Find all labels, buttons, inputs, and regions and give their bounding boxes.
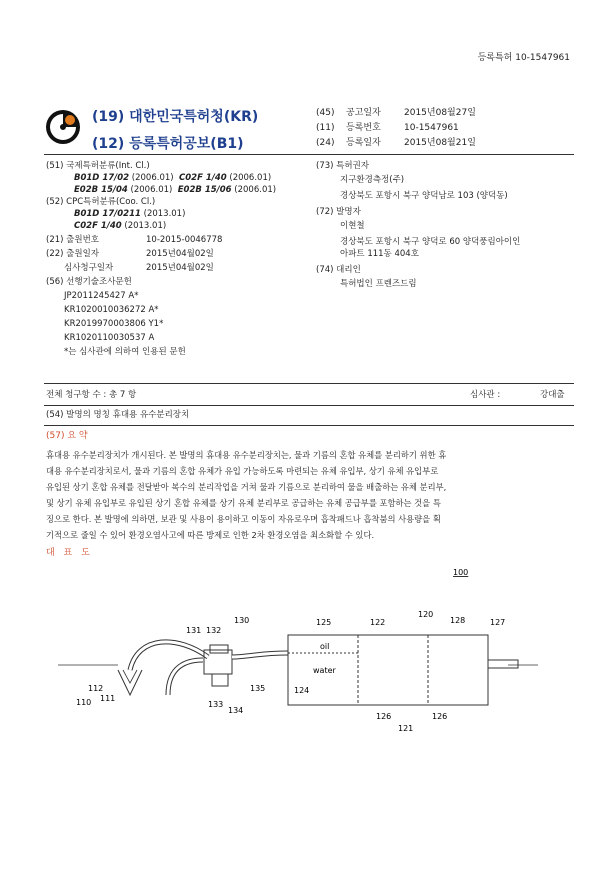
inventor-title: (72) 발명자 (316, 207, 361, 217)
cpc-title: (52) CPC특허분류(Coo. Cl.) (46, 197, 156, 207)
title-divider (44, 425, 574, 426)
ipc-title: (51) 국제특허분류(Int. Cl.) (46, 161, 150, 171)
inventor-address: 경상북도 포항시 북구 양덕로 60 양덕풍림아이인 (340, 237, 521, 247)
kipo-logo-icon (44, 108, 82, 146)
ref-label: 133 (208, 700, 224, 709)
ref-label: 135 (250, 684, 266, 693)
claims-count: 전체 청구항 수 : 총 7 항 (46, 390, 137, 400)
ref-label: 130 (234, 616, 250, 625)
reg-no-row: (11) 등록번호 10-1547961 (316, 123, 459, 133)
prior-art-title: (56) 선행기술조사문헌 (46, 277, 132, 287)
owner-address: 경상북도 포항시 북구 양덕남로 103 (양덕동) (340, 191, 508, 201)
examiner-name: 강대출 (540, 390, 565, 400)
abstract-line: 징으로 한다. 본 발명에 의하면, 보관 및 사용이 용이하고 이동이 자유로우며 흡착패드나 흡착붐의 사용량을 획 (46, 514, 441, 524)
ref-label: 112 (88, 684, 104, 693)
office-title: (19) 대한민국특허청(KR) (92, 109, 259, 125)
cpc-row: B01D 17/0211 (2013.01) (74, 209, 186, 219)
inventor-address-2: 아파트 111동 404호 (340, 249, 419, 259)
ref-label: 111 (100, 694, 116, 703)
ref-label: 132 (206, 626, 222, 635)
reg-date-row: (24) 등록일자 2015년08월21일 (316, 138, 476, 148)
representative-drawing (58, 565, 588, 745)
ref-label: 124 (294, 686, 310, 695)
inventor-name: 이현철 (340, 221, 365, 231)
abstract-body (46, 447, 578, 543)
ipc-row: E02B 15/04 (2006.01) E02B 15/06 (2006.01) (74, 185, 277, 195)
abstract-line: 기적으로 줄일 수 있어 환경오염사고에 따른 방제로 인한 2차 환경오염을 최소화할 수 있다. (46, 530, 375, 540)
prior-art-item: KR1020010036272 A* (64, 305, 159, 315)
water-label: water (313, 666, 336, 675)
invention-title: (54) 발명의 명칭 휴대용 유수분리장치 (46, 410, 190, 420)
abstract-line: 및 상기 유체 유입부로 유입된 상기 혼합 유체를 상기 유체 분리부로 공급하는 유체 공급부를 포함하는 것을 특 (46, 498, 441, 508)
ref-label: 131 (186, 626, 202, 635)
prior-art-note: *는 심사관에 의하여 인용된 문헌 (64, 347, 186, 357)
ref-label: 126 (376, 712, 392, 721)
agent-title: (74) 대리인 (316, 265, 361, 275)
prior-art-item: KR1020110030537 A (64, 333, 155, 343)
right-biblio (316, 160, 576, 290)
ref-label: 125 (316, 618, 332, 627)
header-right-block (316, 107, 476, 150)
ref-label: 127 (490, 618, 506, 627)
abstract-line: 대용 유수분리장치로서, 물과 기름의 혼합 유체가 유입 가능하도록 마련되는 유체 유입부, 상기 유체 유입부로 (46, 466, 439, 476)
ref-label: 121 (398, 724, 414, 733)
ipc-row: B01D 17/02 (2006.01) C02F 1/40 (2006.01) (74, 173, 272, 183)
cpc-row: C02F 1/40 (2013.01) (74, 221, 167, 231)
prior-art-item: KR2019970003806 Y1* (64, 319, 164, 329)
claims-divider-top (44, 383, 574, 384)
abstract-line: 유입된 상기 혼합 유체를 전달받아 복수의 분리작업을 거쳐 물과 기름으로 분리하여 물을 배출하는 유체 분리부, (46, 482, 447, 492)
claims-divider-bottom (44, 405, 574, 406)
app-date-row: (22) 출원일자 2015년04월02일 (46, 249, 214, 259)
ref-label: 100 (453, 568, 469, 577)
ref-label: 126 (432, 712, 448, 721)
representative-drawing-title: 대 표 도 (46, 548, 93, 558)
agent-name: 특허법인 프렌즈드림 (340, 279, 417, 289)
prior-art-list (46, 290, 306, 358)
oil-label: oil (320, 642, 330, 651)
pub-date-row: (45) 공고일자 2015년08월27일 (316, 108, 476, 118)
ref-label: 120 (418, 610, 434, 619)
ref-label: 110 (76, 698, 92, 707)
ref-label: 134 (228, 706, 244, 715)
ref-label: 128 (450, 616, 466, 625)
abstract-line: 휴대용 유수분리장치가 개시된다. 본 발명의 휴대용 유수분리장치는, 물과 기름의 혼합 유체를 분리하기 위한 휴 (46, 450, 447, 460)
exam-date-row: 심사청구일자 2015년04월02일 (64, 263, 214, 273)
publication-type: (12) 등록특허공보(B1) (92, 136, 244, 152)
owner-name: 지구환경측정(주) (340, 175, 405, 185)
registration-number-top: 등록특허 10-1547961 (477, 53, 570, 63)
abstract-title: (57) 요 약 (46, 431, 88, 441)
left-biblio (46, 160, 306, 358)
ref-label: 122 (370, 618, 386, 627)
examiner-label: 심사관 : (470, 390, 501, 400)
prior-art-item: JP2011245427 A* (64, 291, 139, 301)
header-divider (44, 154, 574, 155)
app-no-row: (21) 출원번호 10-2015-0046778 (46, 235, 223, 245)
owner-title: (73) 특허권자 (316, 161, 369, 171)
